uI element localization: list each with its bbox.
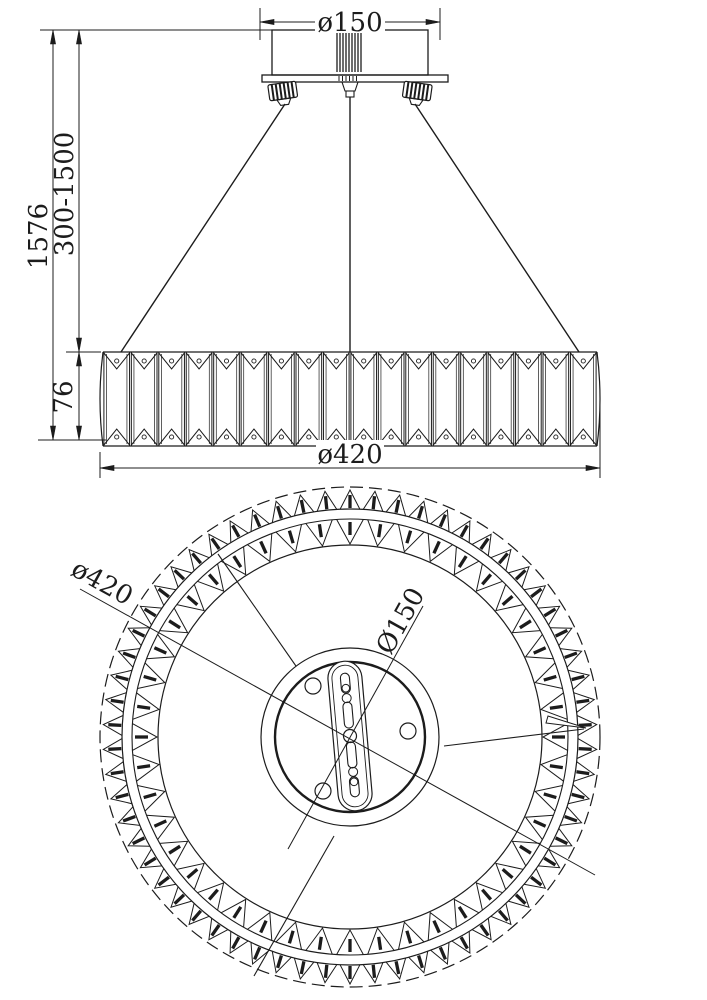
dim-label-suspension-range: 300-1500: [50, 131, 80, 257]
dim-label-canopy-diameter-side: ø150: [317, 8, 383, 38]
dim-label-outer-diameter-plan: ø420: [66, 554, 138, 612]
side-view: [38, 3, 600, 478]
dim-label-canopy-diameter-plan: Ø150: [370, 582, 432, 660]
dim-label-total-height: 1576: [24, 202, 54, 270]
plan-view: [80, 487, 600, 987]
dim-label-ring-height: 76: [49, 380, 79, 414]
dim-label-ring-diameter-side: ø420: [317, 440, 383, 470]
